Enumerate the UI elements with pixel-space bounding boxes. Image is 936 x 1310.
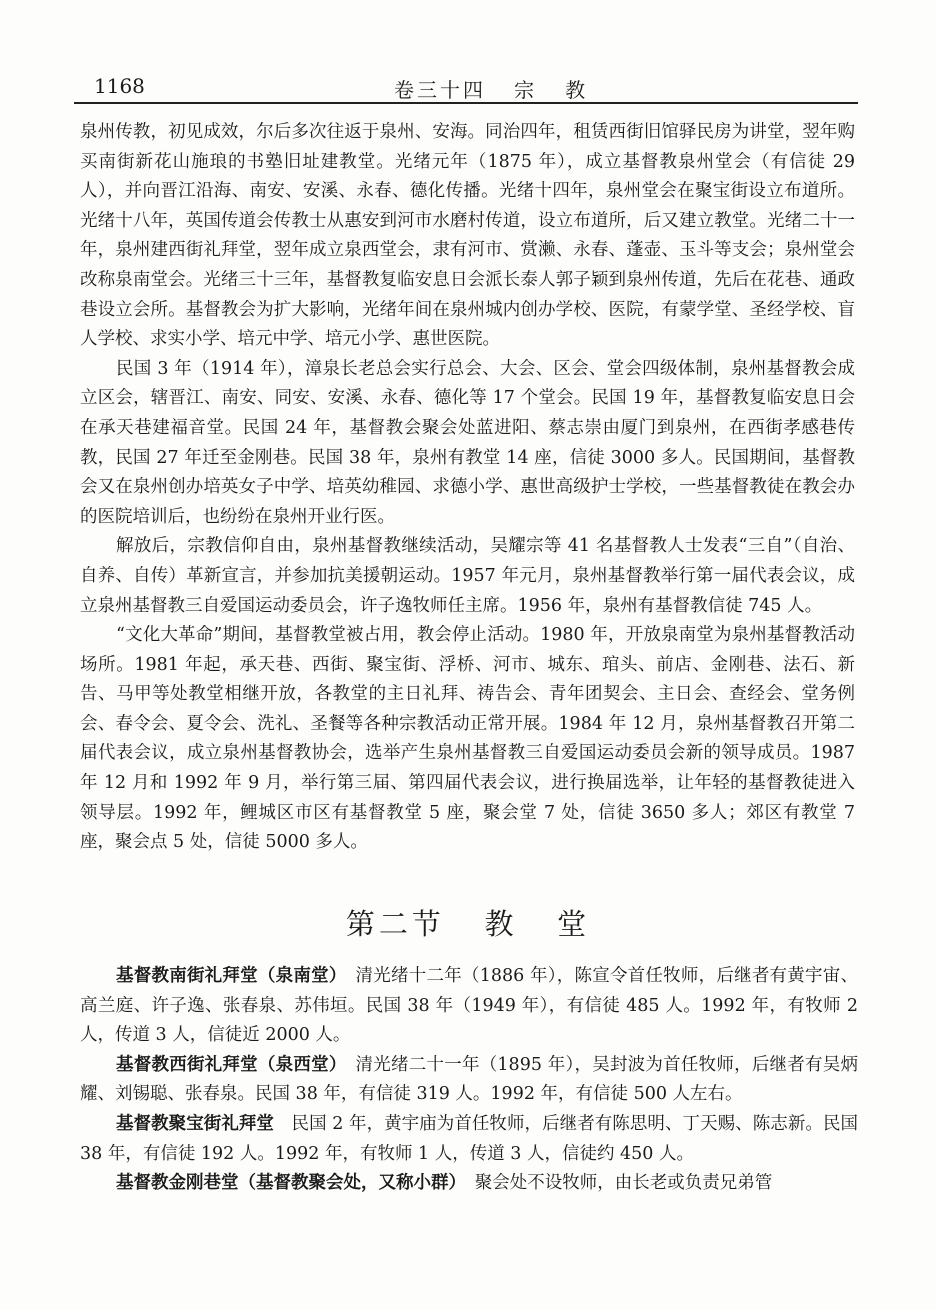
section-title: 第二节 教 堂 (345, 907, 591, 941)
entry-2-text: 清光绪二十一年（1895 年），吴封波为首任牧师，后继者有吴炳耀、刘锡聪、张春泉。民国 38 年，有信徒 319 人。1992 年，有信徒 500 人左右。 (80, 1054, 858, 1105)
main-text (80, 118, 855, 858)
entry-4-text: 聚会处不设牧师，由长老或负责兄弟管 (457, 1173, 773, 1194)
entry-4 (80, 1169, 858, 1199)
paragraph-2: 民国 3 年（1914 年），漳泉长老总会实行总会、大会、区会、堂会四级体制，泉州基督教会成立区会，辖晋江、南安、同安、安溪、永春、德化等 17 个堂会。民国 19 年，基督教复临安息日会在承天巷建福音堂。民国 24 年，基督教会聚会处蓝进阳、蔡志崇由厦门到泉州，在西街孝感巷传教，民国 27 年迁至金刚巷。民国 38 年，泉州有教堂 14 座，信徒 3000 多人。民国期间，基督教会又在泉州创办培英女子中学、培英幼稚园、求德小学、惠世高级护士学校，一些基督教徒在教会办的医院培训后，也纷纷在泉州开业行医。 (80, 358, 855, 527)
page-header (74, 72, 854, 102)
entry-4-title: 基督教金刚巷堂（基督教聚会处，又称小群） (116, 1173, 458, 1194)
entry-2 (80, 1051, 858, 1110)
entry-1-title: 基督教南街礼拜堂（泉南堂） (116, 966, 338, 986)
entry-3 (80, 1110, 858, 1169)
entry-3-title: 基督教聚宝街礼拜堂 (116, 1113, 274, 1134)
paragraph-3: 解放后，宗教信仰自由，泉州基督教继续活动，吴耀宗等 41 名基督教人士发表“三自”（自治、自养、自传）革新宣言，并参加抗美援朝运动。1957 年元月，泉州基督教举行第一届代表会议，成立泉州基督教三自爱国运动委员会，许子逸牧师任主席。1956 年，泉州有基督教信徒 745 人。 (80, 536, 855, 616)
entry-1-text: 清光绪十二年（1886 年），陈宣令首任牧师，后继者有黄宇宙、高兰庭、许子逸、张春泉、苏伟垣。民国 38 年（1949 年），有信徒 485 人。1992 年，有牧师 2 人，传道 3 人，信徒近 2000 人。 (80, 966, 858, 1046)
entry-1 (80, 962, 858, 1051)
page-number: 1168 (94, 74, 145, 98)
paragraph-4: “文化大革命”期间，基督教堂被占用，教会停止活动。1980 年，开放泉南堂为泉州基督教活动场所。1981 年起，承天巷、西街、聚宝街、浮桥、河市、城东、琯头、前店、金刚巷、法石、新告、马甲等处教堂相继开放，各教堂的主日礼拜、祷告会、青年团契会、主日会、查经会、堂务例会、春令会、夏令会、洗礼、圣餐等各种宗教活动正常开展。1984 年 12 月，泉州基督教召开第二届代表会议，成立泉州基督教协会，选举产生泉州基督教三自爱国运动委员会新的领导成员。1987 年 12 月和 1992 年 9 月，举行第三届、第四届代表会议，进行换届选举，让年轻的基督教徒进入领导层。1992 年，鲤城区市区有基督教堂 5 座，聚会堂 7 处，信徒 3650 多人；郊区有教堂 7 座，聚会点 5 处，信徒 5000 多人。 (80, 625, 855, 853)
church-entries (80, 962, 858, 1199)
entry-2-title: 基督教西街礼拜堂（泉西堂） (116, 1054, 338, 1075)
paragraph-1: 泉州传教，初见成效，尔后多次往返于泉州、安海。同治四年，租赁西街旧馆驿民房为讲堂，翌年购买南街新花山施琅的书塾旧址建教堂。光绪元年（1875 年），成立基督教泉州堂会（有信徒 29 人），并向晋江沿海、南安、安溪、永春、德化传播。光绪十四年，泉州堂会在聚宝街设立布道所。光绪十八年，英国传道会传教士从惠安到河市水磨村传道，设立布道所，后又建立教堂。光绪二十一年，泉州建西街礼拜堂，翌年成立泉西堂会，隶有河市、赏濑、永春、蓬壶、玉斗等支会；泉州堂会改称泉南堂会。光绪三十三年，基督教复临安息日会派长泰人郭子颖到泉州传道，先后在花巷、通政巷设立会所。基督教会为扩大影响，光绪年间在泉州城内创办学校、医院，有蒙学堂、圣经学校、盲人学校、求实小学、培元中学、培元小学、惠世医院。 (80, 122, 855, 350)
header-rule (74, 102, 858, 104)
running-head: 卷三十四 宗 教 (394, 78, 589, 102)
entry-3-text: 民国 2 年，黄宇庙为首任牧师，后继者有陈思明、丁天赐、陈志新。民国 38 年，有信徒 192 人。1992 年，有牧师 1 人，传道 3 人，信徒约 450 人。 (80, 1113, 858, 1164)
